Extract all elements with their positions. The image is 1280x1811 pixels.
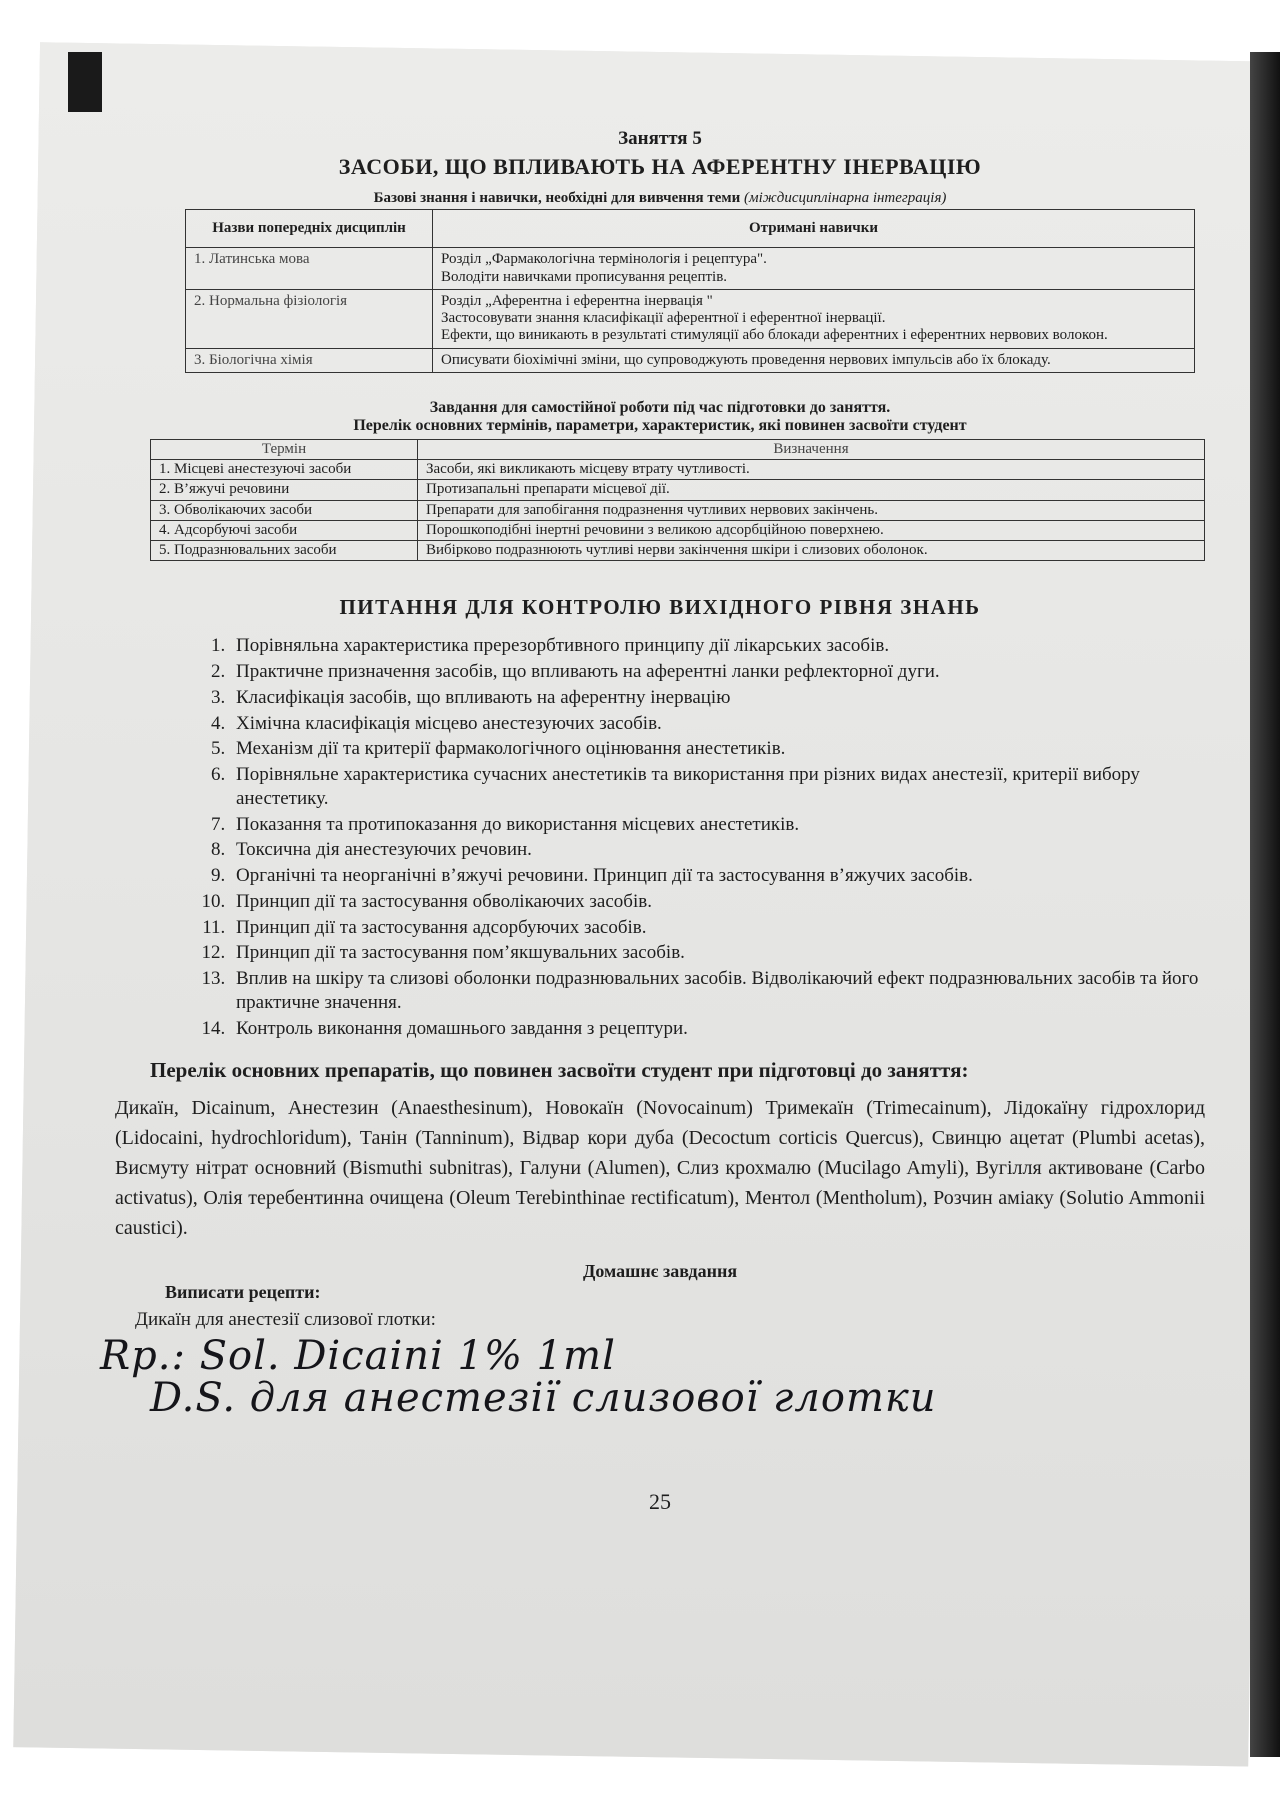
table-header-row <box>186 210 1195 248</box>
table-row <box>151 480 1205 500</box>
terms-heading: Перелік основних термінів, параметри, характеристик, які повинен засвоїти студент <box>353 416 967 434</box>
list-item: 3. Класифікація засобів, що впливають на аферентну інервацію <box>230 686 1230 710</box>
table-header-row <box>151 439 1205 459</box>
lesson-number: Заняття 5 <box>618 128 702 149</box>
table-cell-skills: Описувати біохімічні зміни, що супроводжують проведення нервових імпульсів або їх блокаду. <box>433 348 1195 372</box>
list-item: 12. Принцип дії та застосування пом’якшувальних засобів. <box>230 941 1230 965</box>
list-item: 13. Вплив на шкіру та слизові оболонки подразнювальних засобів. Відволікаючий ефект подразнювальних засобів та його практичне значення. <box>230 967 1230 1015</box>
basic-knowledge-table <box>185 209 1195 373</box>
tasks-heading: Завдання для самостійної роботи під час підготовки до заняття. <box>429 398 891 416</box>
definition-cell: Засоби, які викликають місцеву втрату чутливості. <box>418 460 1205 480</box>
terms-table <box>150 439 1205 562</box>
definition-cell: Препарати для запобігання подразнення чутливих нервових закінчень. <box>418 500 1205 520</box>
page-title: ЗАСОБИ, ЩО ВПЛИВАЮТЬ НА АФЕРЕНТНУ ІНЕРВАЦІЮ <box>338 154 982 179</box>
skill-line: Ефекти, що виникають в результаті стимуляції або блокади аферентних і еферентних нервових волокон. <box>441 327 1108 344</box>
prescriptions-label: Виписати рецепти: <box>165 1282 321 1303</box>
skill-line: Розділ „Аферентна і еферентна інервація " <box>441 292 713 309</box>
drugs-heading: Перелік основних препаратів, що повинен засвоїти студент при підготовці до заняття: <box>150 1058 969 1083</box>
table-header-disciplines: Назви попередніх дисциплін <box>186 210 433 248</box>
term-cell: 1. Місцеві анестезуючі засоби <box>151 460 418 480</box>
table-row <box>151 500 1205 520</box>
photo-background-edge <box>1250 52 1280 1757</box>
table-row <box>186 289 1195 348</box>
questions-heading: ПИТАННЯ ДЛЯ КОНТРОЛЮ ВИХІДНОГО РІВНЯ ЗНАНЬ <box>339 595 981 620</box>
list-item: 10. Принцип дії та застосування обволікаючих засобів. <box>230 890 1230 914</box>
definition-cell: Вибірково подразнюють чутливі нерви закінчення шкіри і слизових оболонок. <box>418 541 1205 561</box>
table-cell-skills <box>433 248 1195 290</box>
handwritten-line: Rp.: Sol. Dicaini 1% 1ml <box>100 1333 616 1380</box>
drugs-list: Дикаїн, Dicainum, Анестезин (Anaesthesinum), Новокаїн (Novocainum) Тримекаїн (Trimecainum), Лідокаїну гідрохлорид (Lidocaini, hydrochloridum), Танін (Tanninum), Відвар кори дуба (Decoctum corticis Quercus), Свинцю ацетат (Plumbi acetas), Висмуту нітрат основний (Bismuthi subnitras), Галуни (Alumen), Слиз крохмалю (Mucilago Amyli), Вугілля активоване (Carbo activatus), Олія теребентинна очищена (Oleum Terebinthinae rectificatum), Ментол (Mentholum), Розчин аміаку (Solutio Ammonii caustici). <box>115 1097 1205 1240</box>
table-header-skills: Отримані навички <box>433 210 1195 248</box>
skill-line: Володіти навичками прописування рецептів. <box>441 268 728 285</box>
skill-line: Застосовувати знання класифікації аферентної і еферентної інервації. <box>441 310 886 326</box>
basic-knowledge-heading-italic: (міждисциплінарна інтеграція) <box>744 190 947 206</box>
list-item: 8. Токсична дія анестезуючих речовин. <box>230 838 1230 862</box>
skill-line: Розділ „Фармакологічна термінологія і рецептура". <box>441 251 767 268</box>
table-row <box>186 348 1195 372</box>
table-cell-discipline: 1. Латинська мова <box>186 248 433 290</box>
basic-knowledge-heading <box>90 190 1230 207</box>
list-item: 5. Механізм дії та критерії фармакологічного оцінювання анестетиків. <box>230 737 1230 761</box>
document-content <box>90 78 1230 1515</box>
table-cell-skills <box>433 289 1195 348</box>
list-item: 11. Принцип дії та застосування адсорбуючих засобів. <box>230 916 1230 940</box>
list-item: 2. Практичне призначення засобів, що впливають на аферентні ланки рефлекторної дуги. <box>230 660 1230 684</box>
handwritten-line: D.S. для анестезії слизової глотки <box>150 1375 937 1422</box>
definition-cell: Протизапальні препарати місцевої дії. <box>418 480 1205 500</box>
table-cell-discipline: 3. Біологічна хімія <box>186 348 433 372</box>
term-cell: 3. Обволікаючих засоби <box>151 500 418 520</box>
table-row <box>151 541 1205 561</box>
prescription-task: Дикаїн для анестезії слизової глотки: <box>135 1309 436 1331</box>
list-item: 4. Хімічна класифікація місцево анестезуючих засобів. <box>230 712 1230 736</box>
list-item: 1. Порівняльна характеристика пререзорбтивного принципу дії лікарських засобів. <box>230 634 1230 658</box>
list-item: 6. Порівняльне характеристика сучасних анестетиків та використання при різних видах анестезії, критерії вибору анестетику. <box>230 763 1230 811</box>
basic-knowledge-heading-text: Базові знання і навички, необхідні для вивчення теми <box>373 190 741 206</box>
table-header-definition: Визначення <box>418 439 1205 459</box>
table-row <box>151 520 1205 540</box>
table-cell-discipline: 2. Нормальна фізіологія <box>186 289 433 348</box>
definition-cell: Порошкоподібні інертні речовини з великою адсорбційною поверхнею. <box>418 520 1205 540</box>
term-cell: 2. В’яжучі речовини <box>151 480 418 500</box>
list-item: 7. Показання та протипоказання до використання місцевих анестетиків. <box>230 813 1230 837</box>
list-item: 9. Органічні та неорганічні в’яжучі речовини. Принцип дії та застосування в’яжучих засобів. <box>230 864 1230 888</box>
table-header-term: Термін <box>151 439 418 459</box>
page-number: 25 <box>649 1489 671 1515</box>
table-row <box>186 248 1195 290</box>
homework-heading: Домашнє завдання <box>582 1261 738 1282</box>
table-row <box>151 460 1205 480</box>
term-cell: 5. Подразнювальних засоби <box>151 541 418 561</box>
questions-list <box>90 634 1230 1040</box>
list-item: 14. Контроль виконання домашнього завдання з рецептури. <box>230 1017 1230 1041</box>
term-cell: 4. Адсорбуючі засоби <box>151 520 418 540</box>
